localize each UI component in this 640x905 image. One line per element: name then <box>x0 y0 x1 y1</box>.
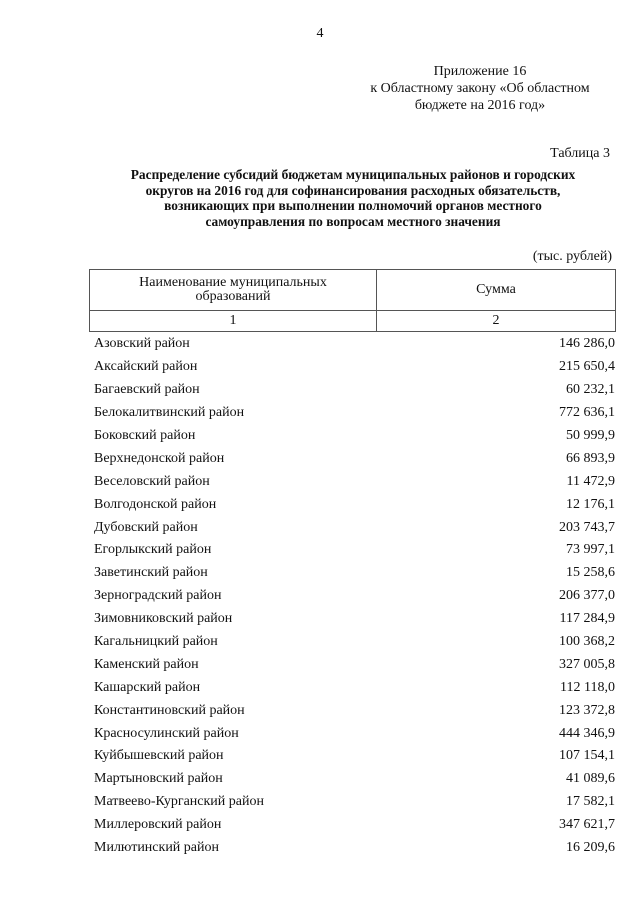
municipality-name: Мартыновский район <box>94 771 223 787</box>
table-label: Таблица 3 <box>550 146 610 161</box>
municipality-name: Зимовниковский район <box>94 611 233 627</box>
title-line: возникающих при выполнении полномочий органов местного <box>164 198 542 213</box>
table-row <box>94 379 615 402</box>
municipality-name: Куйбышевский район <box>94 748 224 764</box>
title-line: самоуправления по вопросам местного значения <box>205 213 501 229</box>
table-row <box>94 699 615 722</box>
table-row <box>94 676 615 699</box>
subsidy-amount: 41 089,6 <box>566 771 615 787</box>
subsidy-amount: 347 621,7 <box>559 817 615 833</box>
title-line: Распределение субсидий бюджетам муниципальных районов и городских <box>130 167 576 182</box>
table-row <box>94 585 615 608</box>
table-row <box>94 333 615 356</box>
subsidy-amount: 100 368,2 <box>559 634 615 650</box>
subsidy-amount: 60 232,1 <box>566 382 615 398</box>
subsidy-amount: 206 377,0 <box>559 588 615 604</box>
subsidy-amount: 117 284,9 <box>559 611 615 627</box>
municipality-name: Каменский район <box>94 656 199 672</box>
table-row <box>94 608 615 631</box>
subsidy-amount: 16 209,6 <box>566 840 615 856</box>
municipality-name: Зерноградский район <box>94 588 222 604</box>
header-sum-cell: Сумма <box>377 270 616 311</box>
page-number: 4 <box>316 26 324 41</box>
subsidy-amount: 327 005,8 <box>559 656 615 672</box>
table-row <box>94 768 615 791</box>
subsidy-amount: 444 346,9 <box>559 725 615 741</box>
table-row <box>94 447 615 470</box>
header-name-cell <box>90 270 377 311</box>
table-row <box>94 837 615 860</box>
appendix-header <box>350 63 610 114</box>
subsidy-amount: 123 372,8 <box>559 702 615 718</box>
municipality-name: Кашарский район <box>94 679 201 695</box>
subsidy-amount: 215 650,4 <box>559 359 615 375</box>
subsidy-amount: 12 176,1 <box>566 496 615 512</box>
table-row <box>94 425 615 448</box>
subsidy-amount: 107 154,1 <box>559 748 615 764</box>
municipality-name: Заветинский район <box>94 565 208 581</box>
subsidy-amount: 50 999,9 <box>566 428 615 443</box>
subsidy-amount: 203 743,7 <box>559 519 615 535</box>
municipality-name: Красносулинский район <box>94 725 239 741</box>
subsidy-amount: 11 472,9 <box>566 473 615 489</box>
table-row <box>94 493 615 516</box>
municipality-name: Аксайский район <box>94 359 198 375</box>
subsidy-amount: 772 636,1 <box>559 405 615 421</box>
units-label: (тыс. рублей) <box>532 249 612 264</box>
table-row <box>94 516 615 539</box>
title-line: округов на 2016 год для софинансирования расходных обязательств, <box>145 182 561 198</box>
table-row <box>94 722 615 745</box>
subsidy-amount: 66 893,9 <box>566 450 615 466</box>
subsidy-amount: 17 582,1 <box>566 794 615 810</box>
appendix-line: к Областному закону «Об областном <box>370 81 590 96</box>
table-body <box>94 333 615 859</box>
table-row <box>94 562 615 585</box>
table-header <box>89 269 616 332</box>
appendix-line: бюджете на 2016 год» <box>414 98 546 113</box>
subsidy-amount: 15 258,6 <box>566 565 615 581</box>
municipality-name: Егорлыкский район <box>94 542 212 558</box>
municipality-name: Боковский район <box>94 428 196 443</box>
municipality-name: Волгодонской район <box>94 496 217 512</box>
municipality-name: Белокалитвинский район <box>94 405 245 421</box>
table-row <box>94 631 615 654</box>
municipality-name: Азовский район <box>94 336 190 352</box>
table-row <box>94 539 615 562</box>
table-row <box>94 745 615 768</box>
municipality-name: Багаевский район <box>94 382 200 398</box>
document-title <box>88 167 618 229</box>
municipality-name: Константиновский район <box>94 702 245 718</box>
municipality-name: Веселовский район <box>94 473 210 489</box>
column-number-1: 1 <box>90 311 377 332</box>
header-name-line: образований <box>195 289 271 304</box>
municipality-name: Дубовский район <box>94 519 198 535</box>
municipality-name: Кагальницкий район <box>94 634 218 650</box>
table-row <box>94 814 615 837</box>
table-row <box>94 791 615 814</box>
municipality-name: Милютинский район <box>94 840 220 856</box>
appendix-line: Приложение 16 <box>433 64 527 79</box>
municipality-name: Миллеровский район <box>94 817 222 833</box>
table-row <box>94 470 615 493</box>
table-row <box>94 402 615 425</box>
header-name-line: Наименование муниципальных <box>139 275 327 290</box>
subsidy-amount: 73 997,1 <box>566 542 615 558</box>
municipality-name: Матвеево-Курганский район <box>94 794 264 810</box>
municipality-name: Верхнедонской район <box>94 450 225 466</box>
column-number-2: 2 <box>377 311 616 332</box>
subsidy-amount: 146 286,0 <box>559 336 615 352</box>
subsidy-amount: 112 118,0 <box>560 679 615 695</box>
table-row <box>94 356 615 379</box>
table-row <box>94 653 615 676</box>
